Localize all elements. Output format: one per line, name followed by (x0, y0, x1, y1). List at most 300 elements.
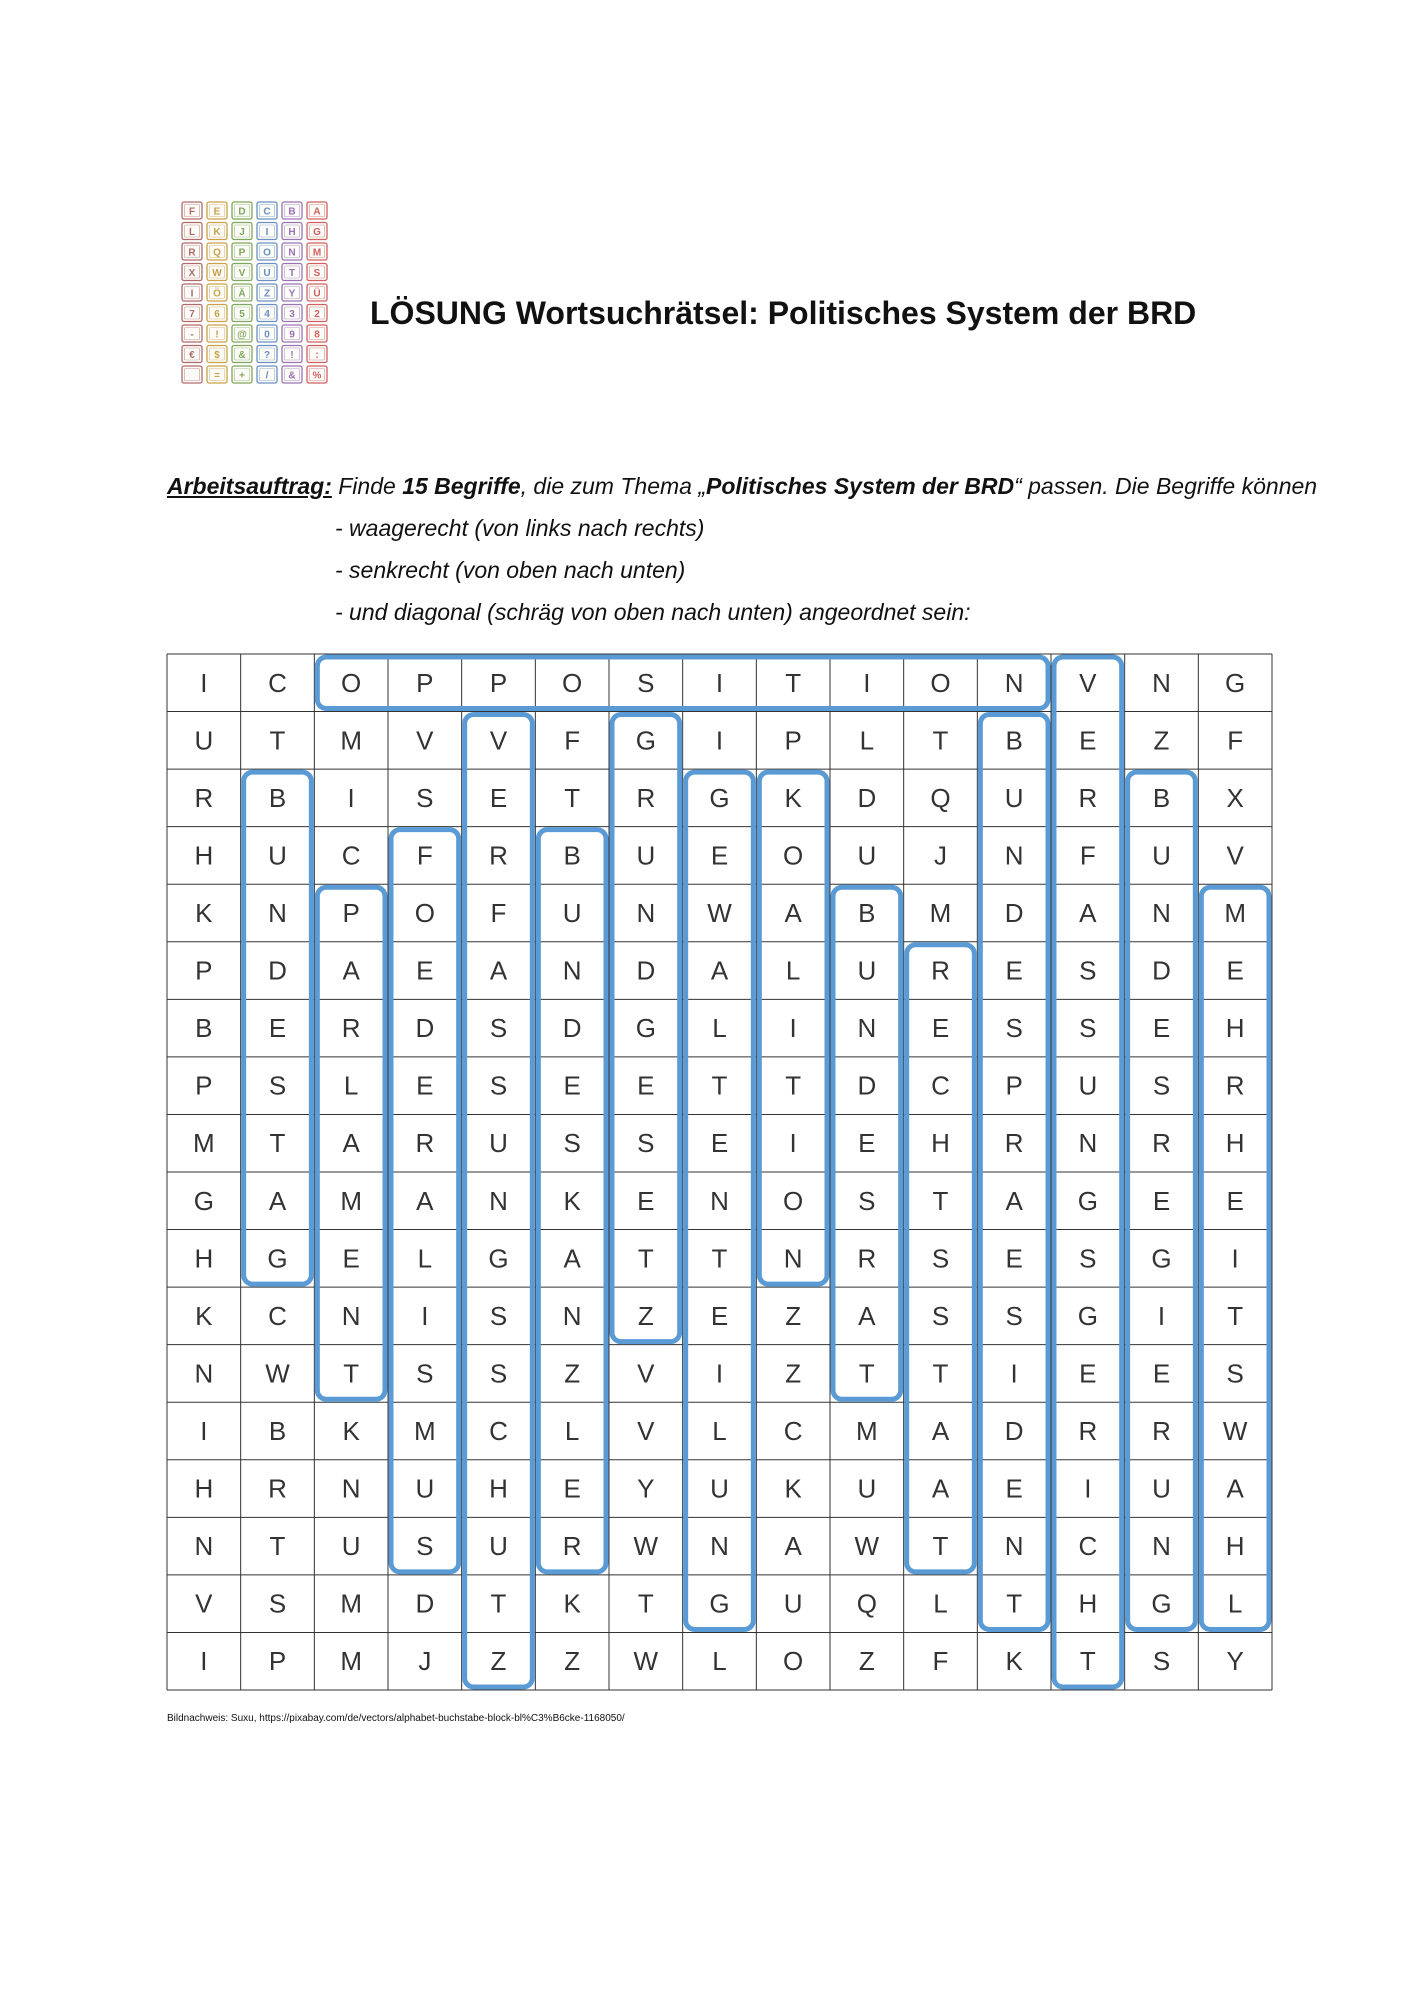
grid-cell-letter: T (490, 1588, 507, 1619)
grid-cell-letter: D (562, 1013, 582, 1044)
task-intro-post: “ passen. Die Begriffe können (1014, 473, 1318, 499)
grid-cell-letter: P (784, 725, 802, 756)
svg-text:I: I (190, 288, 194, 300)
grid-cell-letter: K (1005, 1646, 1023, 1677)
grid-cell-letter: M (340, 1185, 363, 1216)
grid-cell-letter: O (414, 898, 435, 928)
grid-cell-letter: E (710, 840, 729, 871)
grid-cell-letter: L (1227, 1588, 1243, 1619)
grid-cell-letter: S (1079, 1243, 1097, 1274)
grid-cell-letter: B (268, 782, 287, 813)
grid-cell-letter: N (710, 1531, 729, 1562)
svg-text:Z: Z (263, 288, 271, 300)
grid-cell-letter: W (707, 898, 732, 928)
logo-block (307, 366, 327, 383)
logo-block (182, 223, 202, 240)
logo-block (232, 305, 252, 322)
grid-cell-letter: Z (637, 1300, 654, 1331)
grid-cell-letter: U (489, 1531, 508, 1562)
svg-text:I: I (265, 227, 269, 238)
grid-cell-letter: I (200, 667, 208, 698)
grid-cell-letter: E (710, 1128, 729, 1159)
grid-cell-letter: A (784, 1531, 802, 1562)
logo-block (257, 325, 277, 342)
grid-cell-letter: I (789, 1128, 797, 1159)
logo-block (307, 202, 327, 219)
grid-cell-letter: H (1078, 1588, 1098, 1619)
grid-cell-letter: T (269, 1531, 286, 1562)
logo-block (182, 264, 202, 281)
grid-cell-letter: E (268, 1013, 287, 1044)
grid-cell-letter: A (416, 1185, 434, 1216)
grid-cell-letter: P (416, 667, 434, 698)
logo-block (257, 264, 277, 281)
grid-cell-letter: R (931, 955, 950, 986)
svg-text:-: - (190, 329, 194, 341)
logo-block (232, 284, 252, 301)
grid-cell-letter: N (1152, 667, 1171, 698)
grid-cell-letter: M (340, 1588, 363, 1619)
grid-cell-letter: A (342, 955, 360, 986)
grid-cell-letter: F (1079, 840, 1096, 871)
logo-block (282, 305, 302, 322)
svg-text:J: J (239, 227, 245, 238)
grid-cell-letter: W (854, 1531, 880, 1562)
grid-cell-letter: W (1222, 1416, 1248, 1446)
grid-cell-letter: R (562, 1531, 582, 1562)
grid-cell-letter: N (562, 955, 582, 986)
task-count: 15 Begriffe (402, 473, 521, 499)
grid-cell-letter: G (709, 782, 730, 813)
svg-text:H: H (288, 227, 296, 238)
grid-cell-letter: I (421, 1300, 429, 1331)
grid-cell-letter: U (710, 1473, 729, 1504)
grid-cell-letter: N (1004, 840, 1024, 871)
grid-cell-letter: P (195, 955, 213, 986)
svg-text:!: ! (290, 350, 294, 361)
logo-block (232, 264, 252, 281)
grid-cell-letter: H (1225, 1013, 1245, 1044)
grid-cell-letter: H (1225, 1128, 1245, 1159)
grid-cell-letter: V (637, 1416, 655, 1446)
grid-cell-letter: A (563, 1243, 581, 1274)
logo-block (257, 366, 277, 383)
logo-block (282, 243, 302, 260)
logo-block (307, 284, 327, 301)
svg-text:9: 9 (289, 329, 295, 341)
grid-cell-letter: C (489, 1416, 508, 1446)
svg-text:8: 8 (314, 329, 320, 341)
grid-cell-letter: T (785, 667, 802, 698)
grid-cell-letter: U (562, 898, 582, 928)
grid-cell-letter: N (194, 1358, 214, 1389)
grid-cell-letter: Y (637, 1473, 655, 1504)
grid-cell-letter: X (1226, 782, 1244, 813)
svg-text:L: L (188, 227, 196, 238)
logo-block (257, 346, 277, 363)
grid-cell-letter: P (195, 1070, 213, 1101)
grid-cell-letter: H (194, 1243, 214, 1274)
grid-cell-letter: U (1078, 1070, 1098, 1101)
grid-cell-letter: U (1152, 1473, 1171, 1504)
grid-cell-letter: I (1157, 1300, 1166, 1331)
svg-text:F: F (188, 206, 196, 218)
grid-cell-letter: B (1005, 725, 1023, 756)
grid-cell-letter: R (636, 782, 656, 813)
svg-text:G: G (313, 227, 321, 238)
grid-cell-letter: E (1079, 1358, 1097, 1389)
logo-block (307, 325, 327, 342)
grid-cell-letter: E (1152, 1013, 1171, 1044)
grid-cell-letter: K (563, 1185, 581, 1216)
grid-cell-letter: E (563, 1473, 581, 1504)
grid-cell-letter: Z (1153, 725, 1170, 756)
svg-text:%: % (312, 370, 322, 382)
grid-cell-letter: K (342, 1416, 360, 1446)
grid-cell-letter: O (341, 667, 362, 698)
logo-block (232, 202, 252, 219)
grid-cell-letter: B (195, 1013, 213, 1044)
logo-block (207, 202, 227, 219)
grid-cell-letter: R (415, 1128, 435, 1159)
grid-cell-letter: A (784, 898, 802, 928)
grid-cell-letter: A (1079, 898, 1097, 928)
grid-cell-letter: U (268, 840, 287, 871)
grid-cell-letter: T (932, 1358, 949, 1389)
svg-text:B: B (288, 206, 296, 218)
word-search-svg (167, 654, 1272, 1690)
grid-cell-letter: T (637, 1243, 654, 1274)
grid-cell-letter: G (1077, 1300, 1098, 1331)
grid-cell-letter: P (489, 667, 508, 698)
grid-cell-letter: M (929, 898, 952, 928)
grid-cell-letter: O (783, 1185, 804, 1216)
grid-cell-letter: T (564, 782, 581, 813)
grid-cell-letter: B (858, 898, 876, 928)
svg-text:3: 3 (289, 309, 295, 320)
grid-cell-letter: N (1078, 1128, 1098, 1159)
grid-cell-letter: V (1226, 840, 1244, 871)
grid-cell-letter: C (268, 1300, 287, 1331)
grid-cell-letter: S (268, 1070, 287, 1101)
grid-cell-letter: D (1004, 898, 1024, 928)
logo-block (257, 243, 277, 260)
grid-cell-letter: P (342, 898, 360, 928)
grid-cell-letter: N (1004, 667, 1024, 698)
grid-cell-letter: G (267, 1243, 288, 1274)
logo-block (232, 223, 252, 240)
task-instructions (167, 465, 1317, 633)
task-topic: Politisches System der BRD (706, 473, 1015, 499)
grid-cell-letter: L (343, 1070, 359, 1101)
grid-cell-letter: T (1227, 1300, 1244, 1331)
grid-cell-letter: N (783, 1243, 803, 1274)
grid-cell-letter: M (340, 725, 363, 756)
grid-cell-letter: E (1152, 1358, 1171, 1389)
svg-text:6: 6 (214, 309, 220, 320)
svg-text::: : (315, 350, 319, 361)
grid-cell-letter: H (194, 840, 214, 871)
grid-cell-letter: U (1152, 840, 1171, 871)
grid-cell-letter: E (416, 955, 434, 986)
svg-text:Ü: Ü (313, 288, 321, 300)
svg-text:P: P (238, 247, 246, 259)
grid-cell-letter: N (636, 898, 656, 928)
grid-cell-letter: N (710, 1185, 729, 1216)
grid-cell-letter: E (342, 1243, 360, 1274)
grid-cell-letter: M (855, 1416, 878, 1446)
svg-text:O: O (263, 247, 271, 259)
logo-block (232, 243, 252, 260)
grid-cell-letter: U (489, 1128, 508, 1159)
svg-text:C: C (263, 206, 271, 218)
grid-cell-letter: F (564, 725, 581, 756)
grid-cell-letter: S (637, 667, 655, 698)
logo-block (257, 284, 277, 301)
logo-block (207, 305, 227, 322)
grid-cell-letter: J (418, 1646, 432, 1677)
logo-block (182, 305, 202, 322)
grid-cell-letter: L (859, 725, 875, 756)
task-item-diagonal: - und diagonal (schräg von oben nach unten) angeordnet sein: (335, 599, 971, 625)
grid-cell-letter: A (342, 1128, 360, 1159)
svg-text:?: ? (263, 350, 271, 361)
grid-cell-letter: V (195, 1588, 213, 1619)
grid-cell-letter: I (1010, 1358, 1018, 1389)
grid-cell-letter: K (784, 782, 802, 813)
grid-cell-letter: S (489, 1358, 508, 1389)
svg-text:!: ! (215, 329, 219, 341)
grid-cell-letter: H (931, 1128, 950, 1159)
grid-cell-letter: I (200, 1646, 208, 1677)
task-label: Arbeitsauftrag: (167, 473, 332, 499)
grid-cell-letter: S (1152, 1646, 1171, 1677)
logo-block (282, 346, 302, 363)
svg-text:Y: Y (288, 288, 296, 300)
grid-cell-letter: E (1005, 1473, 1023, 1504)
grid-cell-letter: F (1227, 725, 1244, 756)
grid-cell-letter: S (931, 1300, 950, 1331)
grid-cell-letter: G (488, 1243, 509, 1274)
grid-cell-letter: S (931, 1243, 950, 1274)
logo-block (207, 325, 227, 342)
grid-cell-letter: E (1005, 955, 1023, 986)
grid-cell-letter: S (1079, 1013, 1097, 1044)
grid-cell-letter: I (789, 1013, 797, 1044)
grid-cell-letter: T (932, 725, 949, 756)
grid-cell-letter: D (857, 782, 877, 813)
svg-text:€: € (189, 350, 195, 361)
logo-block (282, 223, 302, 240)
grid-cell-letter: U (857, 840, 877, 871)
grid-cell-letter: U (415, 1473, 435, 1504)
logo-block (257, 202, 277, 219)
grid-cell-letter: N (857, 1013, 877, 1044)
grid-cell-letter: W (265, 1358, 290, 1389)
grid-cell-letter: O (562, 667, 583, 698)
grid-cell-letter: E (563, 1070, 581, 1101)
grid-cell-letter: D (857, 1070, 877, 1101)
grid-cell-letter: K (784, 1473, 802, 1504)
grid-cell-letter: C (931, 1070, 950, 1101)
grid-cell-letter: G (193, 1185, 214, 1216)
grid-cell-letter: E (416, 1070, 434, 1101)
grid-cell-letter: E (1226, 1185, 1244, 1216)
task-item-horizontal: - waagerecht (von links nach rechts) (335, 515, 705, 541)
grid-cell-letter: Z (785, 1300, 802, 1331)
grid-cell-letter: V (416, 725, 434, 756)
grid-cell-letter: L (712, 1013, 727, 1044)
grid-cell-letter: L (564, 1416, 580, 1446)
grid-cell-letter: A (931, 1473, 950, 1504)
grid-cell-letter: Z (490, 1646, 507, 1677)
grid-cell-letter: D (268, 955, 287, 986)
grid-cell-letter: E (1005, 1243, 1023, 1274)
grid-cell-letter: L (712, 1646, 727, 1677)
grid-cell-letter: A (931, 1416, 950, 1446)
grid-cell-letter: T (1006, 1588, 1023, 1619)
grid-cell-letter: S (1005, 1013, 1023, 1044)
grid-cell-letter: F (932, 1646, 949, 1677)
grid-cell-letter: N (341, 1473, 361, 1504)
svg-text:A: A (313, 206, 321, 218)
task-intro-pre: Finde (331, 473, 403, 499)
svg-text:0: 0 (264, 329, 270, 341)
grid-cell-letter: S (489, 1013, 508, 1044)
grid-cell-letter: T (932, 1185, 949, 1216)
grid-cell-letter: S (1079, 955, 1097, 986)
svg-text:T: T (288, 268, 296, 279)
logo-block (282, 325, 302, 342)
svg-text:&: & (238, 350, 246, 361)
logo-block (182, 243, 202, 260)
grid-cell-letter: D (636, 955, 656, 986)
grid-cell-letter: G (709, 1588, 730, 1619)
logo-block (182, 202, 202, 219)
logo-block (282, 202, 302, 219)
grid-cell-letter: N (1152, 1531, 1171, 1562)
grid-cell-letter: H (1225, 1531, 1245, 1562)
grid-cell-letter: M (192, 1128, 215, 1159)
grid-cell-letter: A (858, 1300, 876, 1331)
svg-text:Ö: Ö (213, 288, 221, 300)
alphabet-blocks-logo (180, 200, 328, 390)
page-title: LÖSUNG Wortsuchrätsel: Politisches System der BRD (370, 295, 1197, 331)
grid-cell-letter: I (715, 667, 724, 698)
grid-cell-letter: P (268, 1646, 287, 1677)
grid-cell-letter: U (857, 1473, 877, 1504)
grid-cell-letter: R (1152, 1416, 1171, 1446)
grid-cell-letter: M (1224, 898, 1247, 928)
grid-cell-letter: A (710, 955, 729, 986)
logo-block (182, 325, 202, 342)
grid-cell-letter: Y (1226, 1646, 1244, 1677)
grid-cell-letter: E (637, 1070, 655, 1101)
svg-text:Ä: Ä (238, 288, 246, 300)
logo-block (207, 284, 227, 301)
grid-cell-letter: U (341, 1531, 361, 1562)
grid-cell-letter: V (1079, 667, 1097, 698)
grid-cell-letter: L (417, 1243, 433, 1274)
grid-cell-letter: V (637, 1358, 655, 1389)
task-intro-line (167, 465, 1317, 507)
grid-cell-letter: M (413, 1416, 436, 1446)
svg-text:/: / (265, 370, 269, 382)
svg-text:U: U (263, 268, 271, 279)
grid-cell-letter: E (858, 1128, 876, 1159)
grid-cell-letter: R (1004, 1128, 1024, 1159)
grid-cell-letter: S (563, 1128, 581, 1159)
grid-cell-letter: C (268, 667, 287, 698)
logo-block (282, 264, 302, 281)
grid-cell-letter: E (1226, 955, 1244, 986)
grid-cell-letter: A (1226, 1473, 1244, 1504)
grid-cell-letter: G (635, 1013, 656, 1044)
grid-cell-letter: E (637, 1185, 655, 1216)
grid-cell-letter: I (1231, 1243, 1239, 1274)
svg-text:M: M (312, 247, 322, 259)
grid-cell-letter: R (194, 782, 214, 813)
grid-cell-letter: G (635, 725, 656, 756)
logo-block (207, 264, 227, 281)
svg-text:K: K (213, 227, 221, 238)
grid-cell-letter: G (1151, 1588, 1172, 1619)
grid-cell-letter: O (783, 1646, 804, 1677)
grid-cell-letter: A (1005, 1185, 1023, 1216)
grid-cell-letter: I (200, 1416, 208, 1446)
grid-cell-letter: D (1004, 1416, 1024, 1446)
grid-cell-letter: E (710, 1300, 729, 1331)
grid-cell-letter: F (490, 898, 507, 928)
grid-cell-letter: T (711, 1070, 728, 1101)
grid-cell-letter: S (268, 1588, 287, 1619)
logo-block (307, 346, 327, 363)
grid-cell-letter: C (341, 840, 361, 871)
grid-cell-letter: S (489, 1300, 508, 1331)
grid-cell-letter: V (489, 725, 508, 756)
grid-cell-letter: R (1078, 1416, 1098, 1446)
logo-block (307, 223, 327, 240)
grid-cell-letter: R (268, 1473, 287, 1504)
logo-block (232, 325, 252, 342)
svg-text:S: S (313, 268, 321, 279)
grid-cell-letter: I (863, 667, 871, 698)
grid-cell-letter: S (637, 1128, 655, 1159)
grid-cell-letter: T (637, 1588, 654, 1619)
svg-text:W: W (212, 268, 222, 279)
logo-block (307, 243, 327, 260)
logo-block (282, 284, 302, 301)
logo-block (257, 223, 277, 240)
grid-cell-letter: G (1225, 667, 1246, 698)
grid-cell-letter: U (783, 1588, 803, 1619)
svg-text:R: R (188, 247, 196, 259)
logo-block (282, 366, 302, 383)
svg-text:N: N (288, 247, 296, 259)
logo-block (232, 346, 252, 363)
logo-block (182, 366, 202, 383)
grid-cell-letter: Q (930, 782, 951, 813)
grid-cell-letter: W (633, 1646, 659, 1677)
word-search-grid (167, 654, 1272, 1690)
grid-cell-letter: S (1152, 1070, 1171, 1101)
svg-text:$: $ (214, 350, 220, 361)
task-item-vertical: - senkrecht (von oben nach unten) (335, 557, 686, 583)
grid-cell-letter: N (1004, 1531, 1024, 1562)
grid-cell-letter: R (1078, 782, 1098, 813)
grid-cell-letter: S (416, 782, 434, 813)
grid-cell-letter: I (1084, 1473, 1092, 1504)
